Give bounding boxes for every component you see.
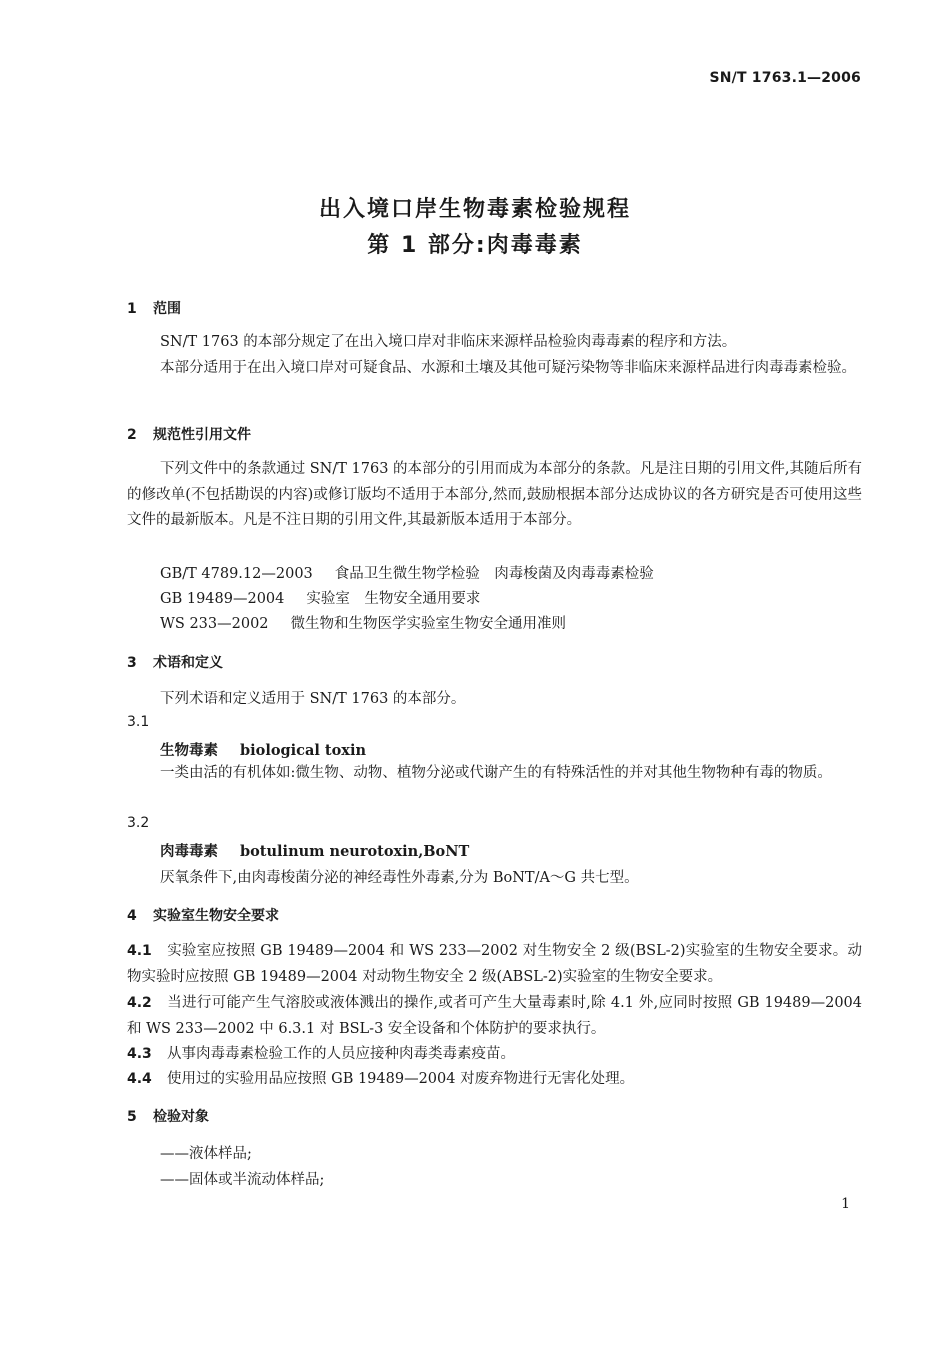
clause-number: 4.2 [127, 995, 152, 1011]
section-number: 1 [127, 301, 137, 317]
term-name [160, 840, 469, 861]
term-definition: 厌氧条件下,由肉毒梭菌分泌的神经毒性外毒素,分为 BoNT/A～G 共七型。 [160, 870, 639, 886]
section-title: 实验室生物安全要求 [153, 908, 279, 924]
section-number: 3 [127, 655, 137, 671]
paragraph: 本部分适用于在出入境口岸对可疑食品、水源和土壤及其他可疑污染物等非临床来源样品进行肉毒毒素检验。 [160, 360, 856, 376]
term-english: botulinum neurotoxin,BoNT [240, 843, 470, 860]
section-title: 术语和定义 [153, 655, 223, 671]
section-title: 检验对象 [153, 1109, 209, 1125]
section-number: 4 [127, 908, 137, 924]
clause-text: 实验室应按照 GB 19489—2004 和 WS 233—2002 对生物安全 2 级(BSL-2)实验室的生物安全要求。动物实验时应按照 GB 19489—2004 对动物生物安全 2 级(ABSL-2)实验室的生物安全要求。 [127, 943, 862, 985]
clause-text: 从事肉毒毒素检验工作的人员应接种肉毒类毒素疫苗。 [167, 1046, 515, 1062]
list-item: ——液体样品; [160, 1146, 252, 1162]
clause-4-4 [127, 1066, 862, 1092]
list-item: ——固体或半流动体样品; [160, 1172, 325, 1188]
section-4-heading [127, 905, 279, 925]
section-3-heading [127, 652, 223, 672]
term-english: biological toxin [240, 742, 366, 759]
clause-text: 使用过的实验用品应按照 GB 19489—2004 对废弃物进行无害化处理。 [167, 1071, 635, 1087]
clause-text: 当进行可能产生气溶胶或液体溅出的操作,或者可产生大量毒素时,除 4.1 外,应同时按照 GB 19489—2004和 WS 233—2002 中 6.3.1 对 BSL-3 安全设备和个体防护的要求执行。 [127, 995, 862, 1037]
term-definition: 一类由活的有机体如:微生物、动物、植物分泌或代谢产生的有特殊活性的并对其他生物物种有毒的物质。 [160, 765, 832, 781]
reference-code: GB/T 4789.12—2003 [160, 566, 313, 582]
reference-code: GB 19489—2004 [160, 591, 285, 607]
document-subtitle: 第 1 部分:肉毒毒素 [367, 233, 583, 258]
clause-4-2 [127, 990, 862, 1042]
clause-number: 4.3 [127, 1046, 152, 1062]
term-name [160, 739, 366, 760]
clause-4-1 [127, 938, 862, 990]
section-2-heading [127, 424, 251, 444]
section-5-heading [127, 1106, 209, 1126]
section-1-heading [127, 298, 181, 318]
section-title: 规范性引用文件 [153, 427, 251, 443]
paragraph: SN/T 1763 的本部分规定了在出入境口岸对非临床来源样品检验肉毒毒素的程序和方法。 [160, 334, 737, 350]
page-number: 1 [841, 1196, 850, 1212]
reference-title: 微生物和生物医学实验室生物安全通用准则 [290, 616, 567, 632]
clause-number: 4.1 [127, 943, 152, 959]
reference-item [160, 562, 654, 583]
term-number: 3.1 [127, 714, 150, 730]
reference-code: WS 233—2002 [160, 616, 269, 632]
reference-item [160, 612, 566, 633]
document-number: SN/T 1763.1—2006 [709, 70, 861, 86]
section-title: 范围 [153, 301, 181, 317]
reference-item [160, 587, 480, 608]
reference-title: 食品卫生微生物学检验 肉毒梭菌及肉毒毒素检验 [334, 566, 654, 582]
term-chinese: 肉毒毒素 [160, 843, 218, 860]
term-chinese: 生物毒素 [160, 742, 218, 759]
section-number: 5 [127, 1109, 137, 1125]
clause-4-3 [127, 1041, 862, 1067]
section-number: 2 [127, 427, 137, 443]
document-title: 出入境口岸生物毒素检验规程 [318, 197, 631, 222]
term-number: 3.2 [127, 815, 150, 831]
clause-number: 4.4 [127, 1071, 152, 1087]
paragraph: 下列术语和定义适用于 SN/T 1763 的本部分。 [160, 691, 466, 707]
reference-title: 实验室 生物安全通用要求 [306, 591, 481, 607]
paragraph: 下列文件中的条款通过 SN/T 1763 的本部分的引用而成为本部分的条款。凡是注日期的引用文件,其随后所有的修改单(不包括勘误的内容)或修订版均不适用于本部分,然而,鼓励根据本部分达成协议的各方研究是否可使用这些文件的最新版本。凡是不注日期的引用文件,其最新版本适用于本部分。 [127, 461, 862, 528]
